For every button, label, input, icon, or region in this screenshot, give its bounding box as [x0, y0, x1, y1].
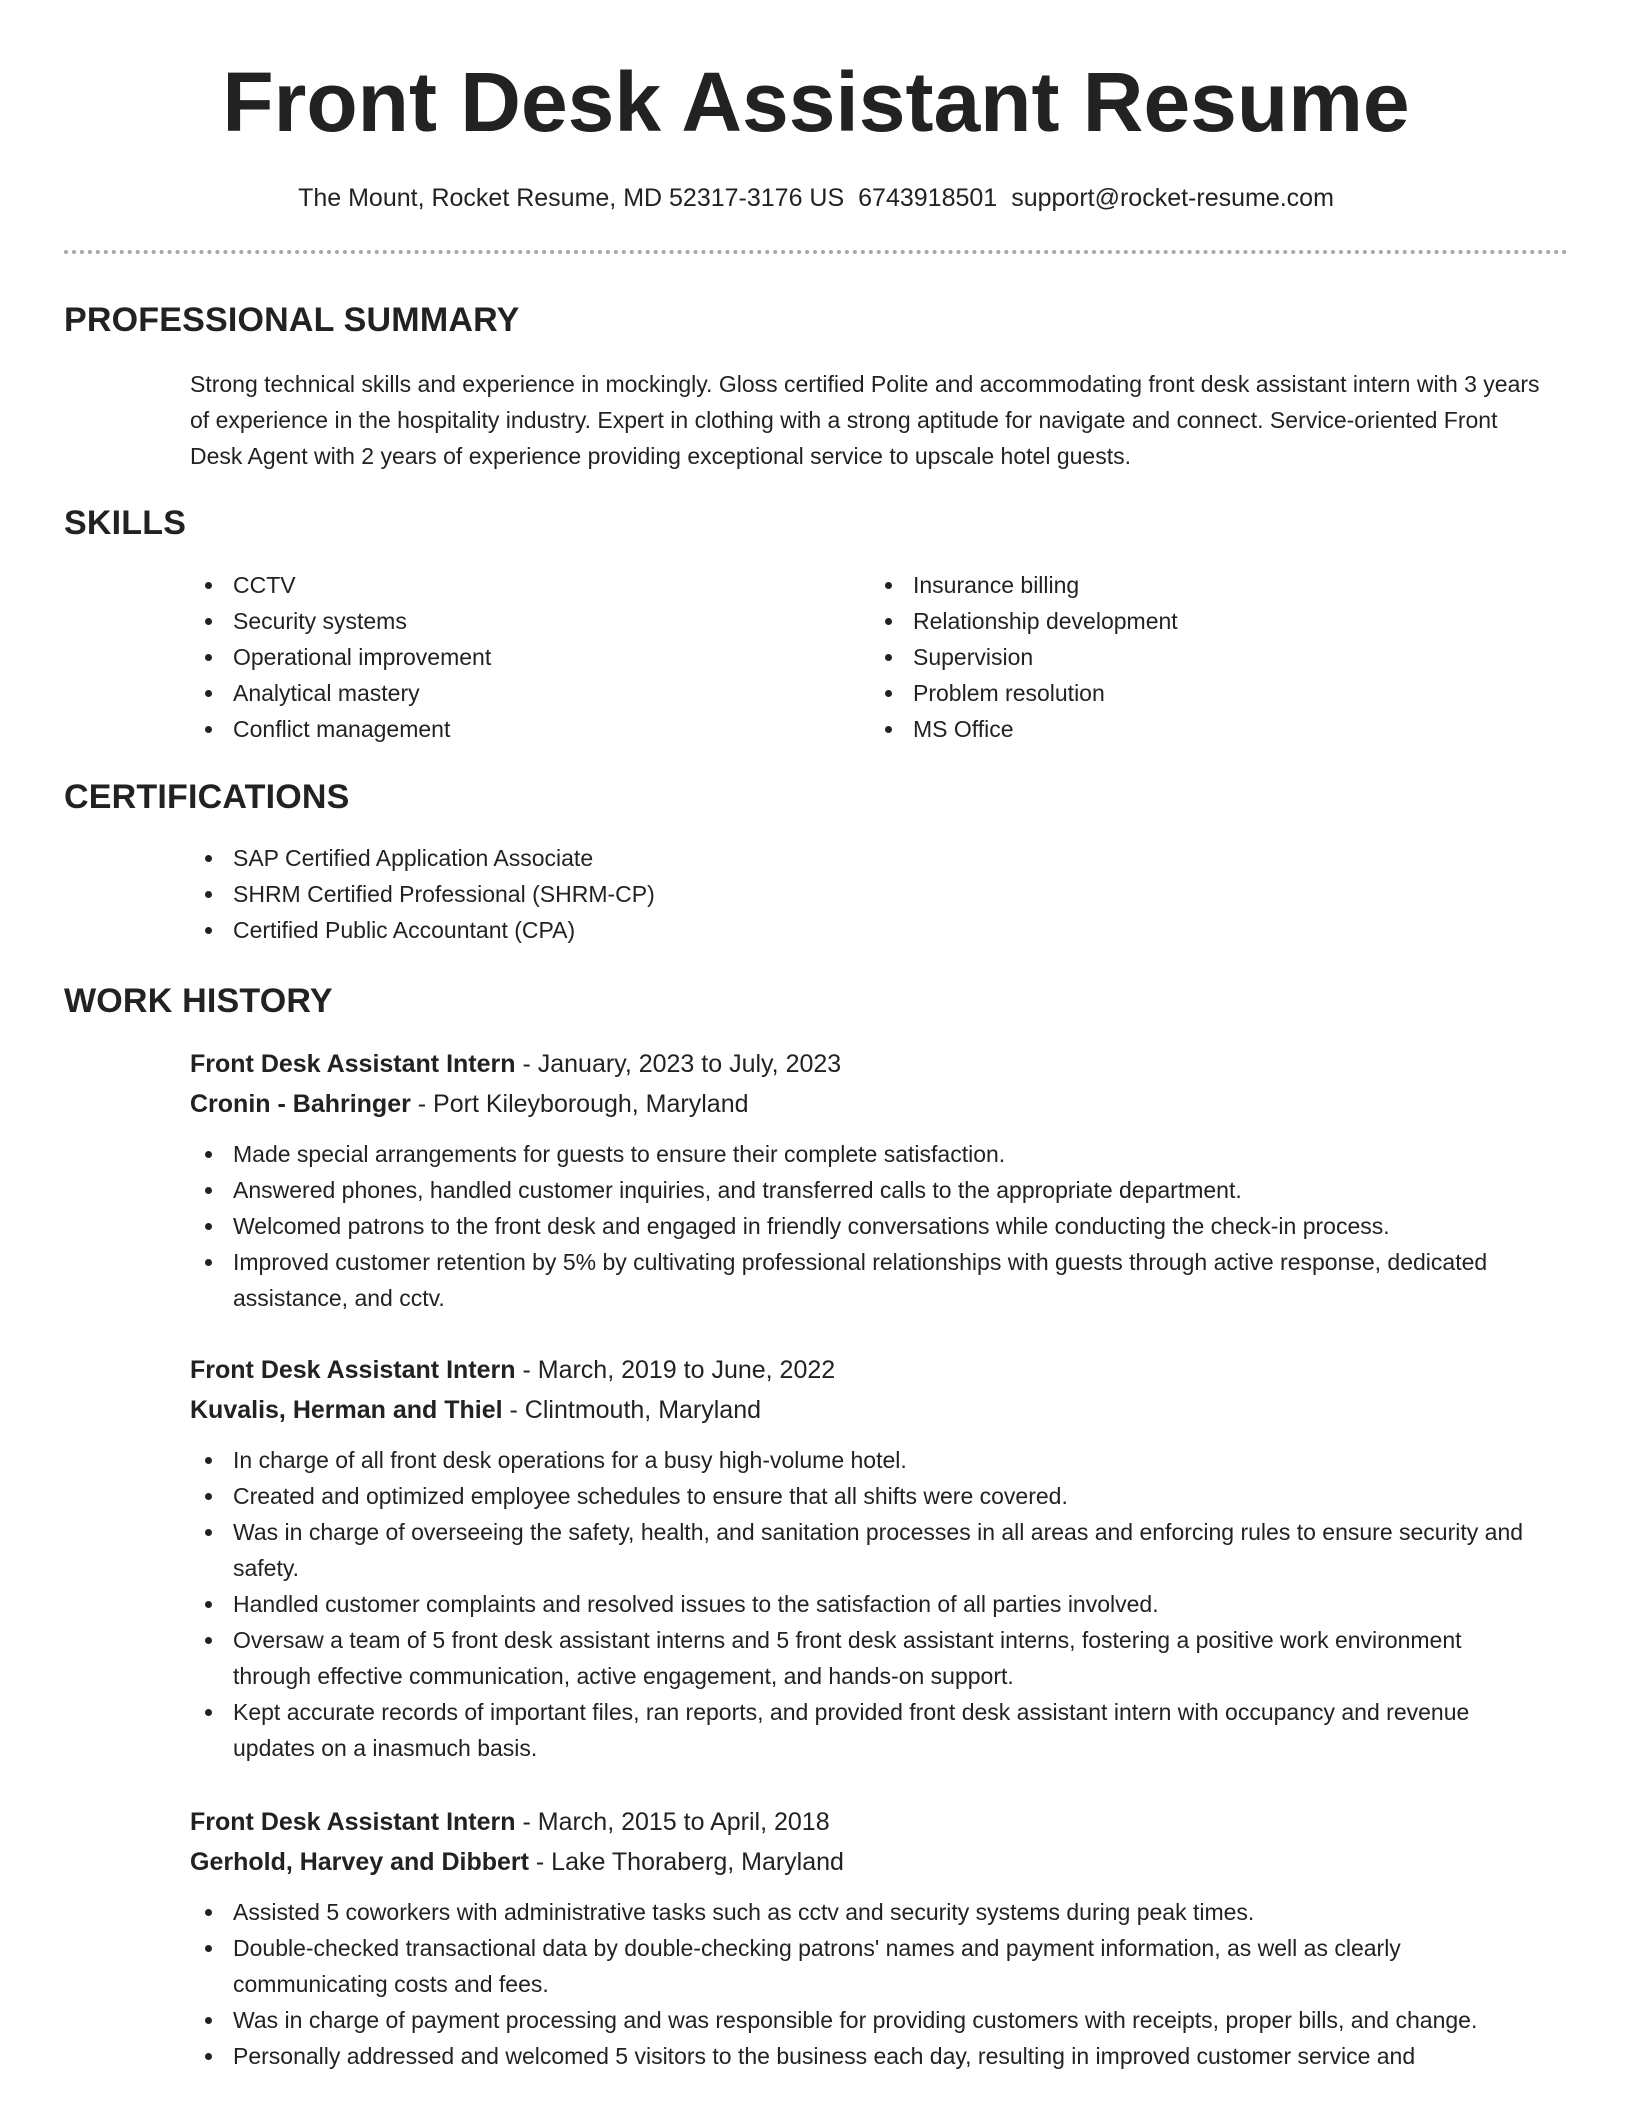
job-company-line [190, 1084, 1570, 1124]
job-duty-item: In charge of all front desk operations for a busy high-volume hotel. [147, 1442, 1527, 1478]
contact-address: The Mount, Rocket Resume, MD 52317-3176 US [298, 184, 845, 212]
job-duty-item: Was in charge of overseeing the safety, health, and sanitation processes in all areas and enforcing rules to ensure security and safety. [147, 1514, 1527, 1586]
certifications-list [190, 840, 1390, 948]
skill-item: Security systems [190, 603, 790, 639]
job-duty-item: Improved customer retention by 5% by cultivating professional relationships with guests through active response, dedicated assistance, and cctv. [147, 1244, 1527, 1316]
job-duty-item: Kept accurate records of important files, ran reports, and provided front desk assistant intern with occupancy and revenue updates on a inasmuch basis. [147, 1694, 1527, 1766]
job-location: - Lake Thoraberg, Maryland [528, 1848, 844, 1876]
work-history-heading: WORK HISTORY [64, 982, 333, 1020]
contact-phone: 6743918501 [858, 184, 998, 212]
skill-item: Analytical mastery [190, 675, 790, 711]
skills-list-right [870, 567, 1470, 747]
header-divider [64, 250, 1568, 254]
job-title-line [190, 1044, 1570, 1084]
job-location: - Clintmouth, Maryland [502, 1396, 762, 1424]
job-title-line [190, 1802, 1570, 1842]
skills-list-left [190, 567, 790, 747]
certification-item: Certified Public Accountant (CPA) [190, 912, 1390, 948]
skills-heading: SKILLS [64, 504, 187, 542]
job-duty-item: Personally addressed and welcomed 5 visitors to the business each day, resulting in improved customer service and [147, 2038, 1527, 2074]
job-company: Kuvalis, Herman and Thiel [190, 1396, 503, 1424]
job-entry [190, 1044, 1570, 1316]
job-duty-item: Created and optimized employee schedules to ensure that all shifts were covered. [147, 1478, 1527, 1514]
job-duty-item: Was in charge of payment processing and was responsible for providing customers with receipts, proper bills, and change. [147, 2002, 1527, 2038]
job-title: Front Desk Assistant Intern [190, 1808, 516, 1836]
job-duty-item: Welcomed patrons to the front desk and engaged in friendly conversations while conducting the check-in process. [147, 1208, 1527, 1244]
skill-item: CCTV [190, 567, 790, 603]
job-company-line [190, 1390, 1570, 1430]
skill-item: Relationship development [870, 603, 1470, 639]
job-location: - Port Kileyborough, Maryland [410, 1090, 749, 1118]
contact-info [0, 180, 1632, 216]
job-company-line [190, 1842, 1570, 1882]
job-entry [190, 1350, 1570, 1766]
job-company: Gerhold, Harvey and Dibbert [190, 1848, 529, 1876]
job-duty-item: Double-checked transactional data by double-checking patrons' names and payment information, as well as clearly communicating costs and fees. [147, 1930, 1527, 2002]
job-duties [147, 1894, 1527, 2074]
certification-item: SHRM Certified Professional (SHRM-CP) [190, 876, 1390, 912]
skill-item: Operational improvement [190, 639, 790, 675]
job-duties [147, 1442, 1527, 1766]
summary-heading: PROFESSIONAL SUMMARY [64, 301, 520, 339]
skill-item: Problem resolution [870, 675, 1470, 711]
page-title: Front Desk Assistant Resume [222, 55, 1410, 149]
skill-item: MS Office [870, 711, 1470, 747]
job-dates: - March, 2019 to June, 2022 [515, 1356, 836, 1384]
job-duties [147, 1136, 1527, 1316]
job-duty-item: Made special arrangements for guests to ensure their complete satisfaction. [147, 1136, 1527, 1172]
job-title: Front Desk Assistant Intern [190, 1356, 516, 1384]
job-company: Cronin - Bahringer [190, 1090, 411, 1118]
summary-text: Strong technical skills and experience in mockingly. Gloss certified Polite and accommodating front desk assistant intern with 3 years of experience in the hospitality industry. Expert in clothing with a strong aptitude for navigate and connect. Service-oriented Front Desk Agent with 2 years of experience providing exceptional service to upscale hotel guests. [190, 371, 1540, 469]
job-duty-item: Handled customer complaints and resolved issues to the satisfaction of all parties involved. [147, 1586, 1527, 1622]
job-title: Front Desk Assistant Intern [190, 1050, 516, 1078]
skill-item: Conflict management [190, 711, 790, 747]
job-dates: - January, 2023 to July, 2023 [515, 1050, 842, 1078]
certification-item: SAP Certified Application Associate [190, 840, 1390, 876]
certifications-heading: CERTIFICATIONS [64, 778, 350, 816]
skill-item: Supervision [870, 639, 1470, 675]
job-title-line [190, 1350, 1570, 1390]
job-dates: - March, 2015 to April, 2018 [515, 1808, 830, 1836]
job-duty-item: Assisted 5 coworkers with administrative tasks such as cctv and security systems during peak times. [147, 1894, 1527, 1930]
job-entry [190, 1802, 1570, 2074]
skill-item: Insurance billing [870, 567, 1470, 603]
job-duty-item: Oversaw a team of 5 front desk assistant interns and 5 front desk assistant interns, fostering a positive work environment through effective communication, active engagement, and hands-on support. [147, 1622, 1527, 1694]
contact-email: support@rocket-resume.com [1011, 184, 1334, 212]
job-duty-item: Answered phones, handled customer inquiries, and transferred calls to the appropriate department. [147, 1172, 1527, 1208]
